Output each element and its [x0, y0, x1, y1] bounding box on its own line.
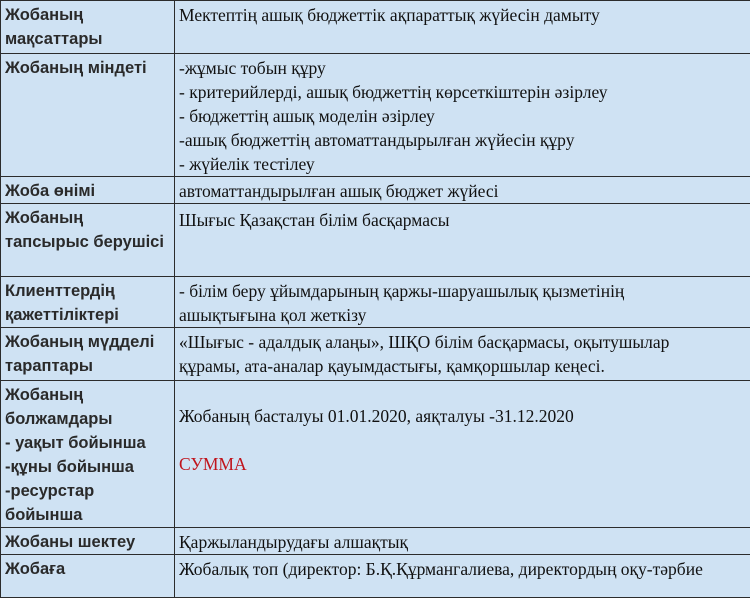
- row-label: [1, 555, 175, 598]
- table-row-goals: [1, 1, 750, 54]
- row-label: [1, 381, 175, 528]
- label-line: қажеттіліктері: [5, 303, 174, 327]
- table-row-tasks: [1, 54, 750, 177]
- label-line: Жобаның: [5, 383, 174, 407]
- row-label: [1, 277, 175, 328]
- label-line: Жобаға: [5, 557, 174, 581]
- label-line: мақсаттары: [5, 27, 174, 51]
- row-content: [175, 204, 750, 277]
- label-line: Жобаның міндеті: [5, 56, 174, 80]
- label-line: болжамдары: [5, 407, 174, 431]
- row-content: [175, 277, 750, 328]
- row-label: [1, 177, 175, 204]
- label-line: бойынша: [5, 503, 174, 527]
- table-row-constraints: [1, 528, 750, 555]
- content-line: Мектептің ашық бюджеттік ақпараттық жүйесін дамыту: [179, 3, 750, 27]
- content-line: - бюджеттің ашық моделін әзірлеу: [179, 104, 750, 128]
- label-line: Жобаның мүдделі: [5, 330, 174, 354]
- label-line: Жобаны шектеу: [5, 530, 174, 554]
- content-line: -жұмыс тобын құру: [179, 56, 750, 80]
- content-line: - жүйелік тестілеу: [179, 152, 750, 176]
- content-line: автоматтандырылған ашық бюджет жүйесі: [179, 179, 750, 203]
- row-label: [1, 204, 175, 277]
- content-line: Қаржыландырудағы алшақтық: [179, 530, 750, 554]
- table-row-stakeholders: [1, 328, 750, 381]
- label-line: Клиенттердің: [5, 279, 174, 303]
- label-line: Жобаның: [5, 3, 174, 27]
- table-row-client-needs: [1, 277, 750, 328]
- content-line: - критерийлерді, ашық бюджеттің көрсеткіштерін әзірлеу: [179, 80, 750, 104]
- label-line: - уақыт бойынша: [5, 431, 174, 455]
- content-line: «Шығыс - адалдық алаңы», ШҚО білім басқармасы, оқытушылар: [179, 330, 750, 354]
- row-label: [1, 528, 175, 555]
- content-line: Жобалық топ (директор: Б.Қ.Құрмангалиева, директордың оқу-тәрбие: [179, 557, 750, 581]
- table-row-product: [1, 177, 750, 204]
- row-label: [1, 54, 175, 177]
- label-line: -құны бойынша: [5, 455, 174, 479]
- row-content: [175, 177, 750, 204]
- table-row-team: [1, 555, 750, 598]
- content-line: Жобаның басталуы 01.01.2020, аяқталуы -31.12.2020: [179, 404, 750, 428]
- row-content: [175, 328, 750, 381]
- table-row-assumptions: [1, 381, 750, 528]
- row-content: [175, 54, 750, 177]
- row-content: [175, 528, 750, 555]
- sum-placeholder: СУММА: [179, 452, 750, 476]
- row-label: [1, 328, 175, 381]
- row-label: [1, 1, 175, 54]
- content-line: Шығыс Қазақстан білім басқармасы: [179, 208, 750, 232]
- content-line: -ашық бюджеттің автоматтандырылған жүйесін құру: [179, 128, 750, 152]
- content-line: ашықтығына қол жеткізу: [179, 303, 750, 327]
- row-content: [175, 381, 750, 528]
- row-content: [175, 1, 750, 54]
- label-line: -ресурстар: [5, 479, 174, 503]
- label-line: тараптары: [5, 354, 174, 378]
- label-line: Жобаның: [5, 206, 174, 230]
- content-line: - білім беру ұйымдарының қаржы-шаруашылық қызметінің: [179, 279, 750, 303]
- label-line: тапсырыс берушісі: [5, 230, 174, 254]
- table-row-customer: [1, 204, 750, 277]
- content-line: құрамы, ата-аналар қауымдастығы, қамқоршылар кеңесі.: [179, 354, 750, 378]
- row-content: [175, 555, 750, 598]
- label-line: Жоба өнімі: [5, 179, 174, 203]
